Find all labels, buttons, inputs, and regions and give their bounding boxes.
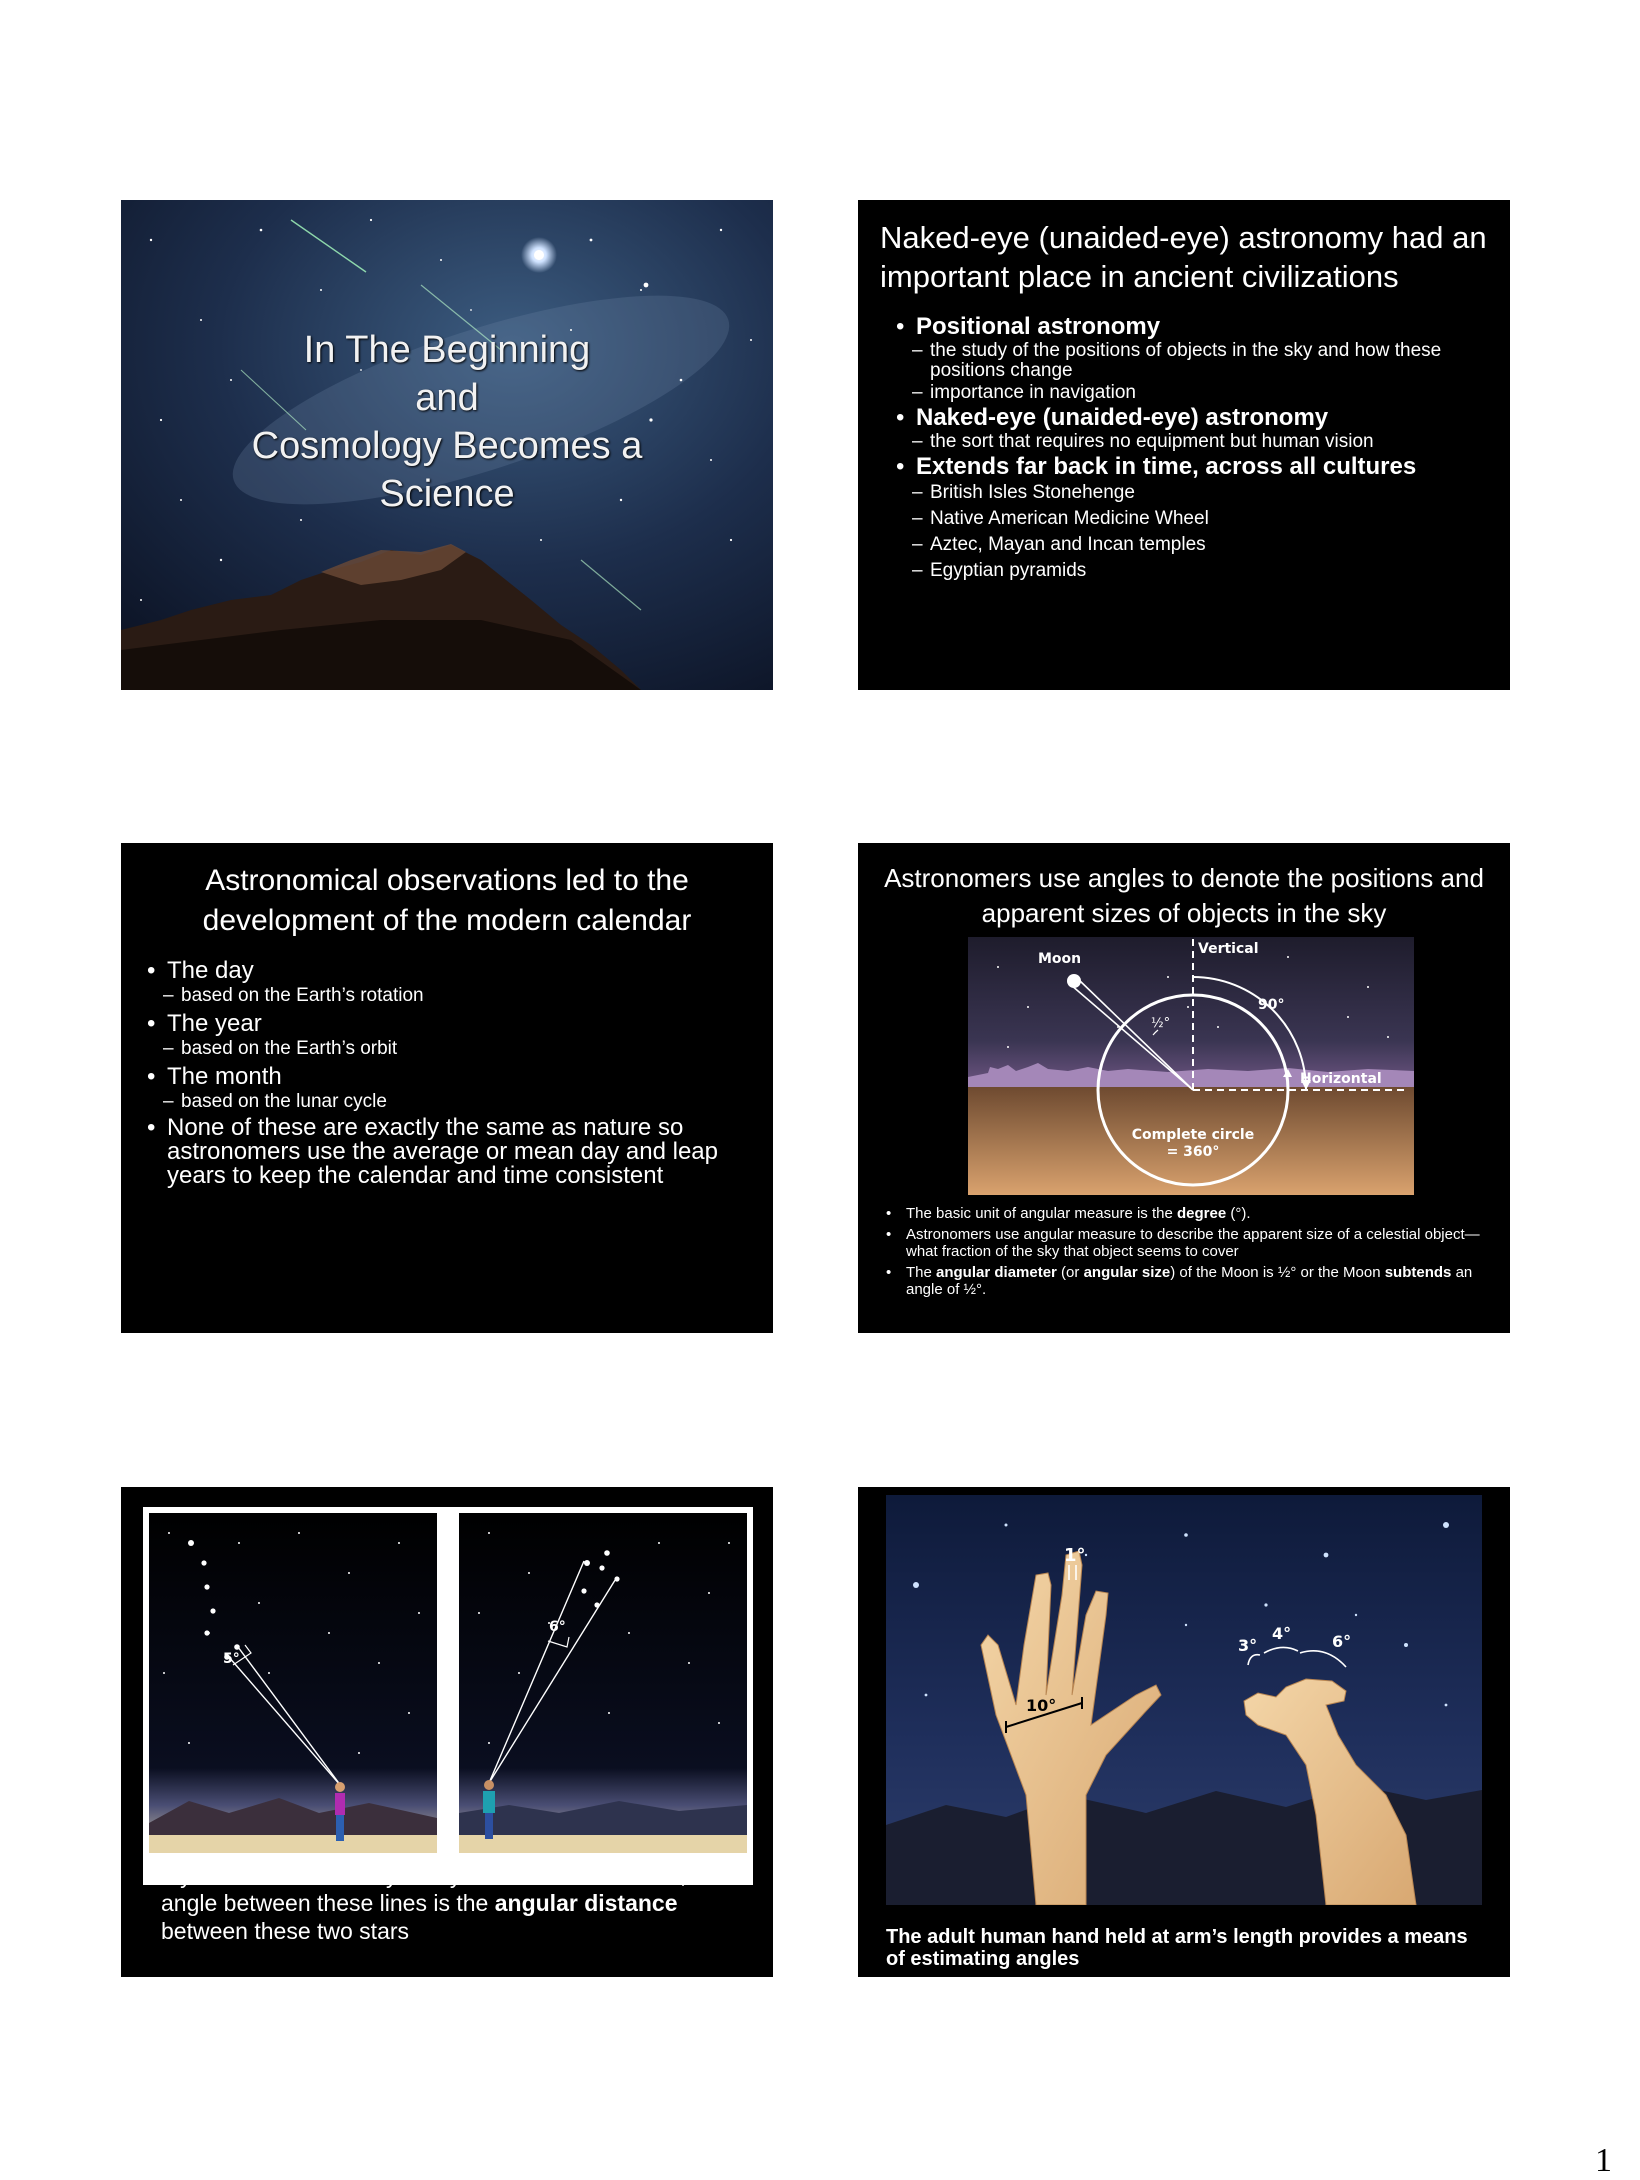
ten-degree-label: 10° [1026, 1696, 1057, 1715]
slide-heading: Naked-eye (unaided-eye) astronomy had an important place in ancient civilizations [880, 220, 1487, 294]
sub-bullet: – Egyptian pyramids [892, 561, 1492, 581]
bullet-item: • Extends far back in time, across all cultures [892, 452, 1492, 481]
three-degree-label: 3° [1238, 1636, 1258, 1655]
moon-label: Moon [1038, 951, 1082, 967]
bullet-list [143, 955, 753, 1188]
sub-bullet: – the sort that requires no equipment but human vision [892, 432, 1492, 452]
four-degree-label: 4° [1272, 1624, 1292, 1643]
notes-list [872, 1205, 1502, 1302]
note-item: • The angular diameter (or angular size) of the Moon is ½° or the Moon subtends an angle of ½°. [872, 1264, 1502, 1298]
bullet-list [892, 312, 1492, 581]
bullet-item: • The day [143, 957, 753, 984]
bullet-item: • Naked-eye (unaided-eye) astronomy [892, 403, 1492, 432]
slide-heading: Astronomers use angles to denote the positions and apparent sizes of objects in the sky [884, 863, 1484, 928]
vertical-label: Vertical [1198, 941, 1259, 957]
bullet-item: • The month [143, 1063, 753, 1090]
slide-title [121, 200, 773, 690]
horizontal-label: Horizontal [1300, 1071, 1382, 1087]
angle-6-label: 6° [549, 1619, 566, 1635]
title-line: Science [379, 473, 515, 515]
circle-degrees-label: = 360° [1166, 1144, 1220, 1160]
circle-label: Complete circle [1131, 1127, 1255, 1143]
slide-angular-distance [121, 1487, 773, 1977]
sub-bullet: – importance in navigation [892, 383, 1492, 403]
sub-bullet: – Native American Medicine Wheel [892, 509, 1492, 529]
angle-diagram [968, 937, 1414, 1195]
bullet-item: • None of these are exactly the same as nature so astronomers use the average or mean day and leap years to keep the calendar and time consistent [143, 1116, 753, 1188]
title-line: and [415, 377, 479, 419]
slide-title-text [121, 326, 773, 518]
left-panel-illustration [149, 1513, 437, 1853]
title-line: In The Beginning [303, 329, 591, 371]
right-angle-label: 90° [1258, 997, 1285, 1013]
sub-bullet: – based on the lunar cycle [143, 1090, 753, 1114]
half-degree-label: ½° [1151, 1016, 1171, 1031]
six-degree-label: 6° [1332, 1632, 1352, 1651]
hand-measure-illustration [886, 1495, 1482, 1905]
slide-heading: Astronomical observations led to the development of the modern calendar [202, 864, 692, 937]
angle-5-label: 5° [223, 1651, 240, 1667]
slide-modern-calendar [121, 843, 773, 1333]
title-line: Cosmology Becomes a [251, 425, 643, 467]
slide-caption: The adult human hand held at arm’s length provides a means of estimating angles [886, 1926, 1468, 1970]
illustration-frame [143, 1507, 753, 1885]
sub-bullet: – based on the Earth’s rotation [143, 984, 753, 1008]
sub-bullet: – British Isles Stonehenge [892, 483, 1492, 503]
slide-naked-eye-astronomy [858, 200, 1510, 690]
slide-angles [858, 843, 1510, 1333]
bullet-item: • Positional astronomy [892, 312, 1492, 341]
sub-bullet: – the study of the positions of objects in the sky and how these positions change [892, 341, 1492, 381]
sub-bullet: – based on the Earth’s orbit [143, 1037, 753, 1061]
page-number: 1 [1595, 2142, 1612, 2179]
sub-bullet: – Aztec, Mayan and Incan temples [892, 535, 1492, 555]
slide-hand-angles [858, 1487, 1510, 1977]
note-item: • The basic unit of angular measure is the degree (°). [872, 1205, 1502, 1222]
one-degree-label: 1° [1064, 1545, 1086, 1566]
note-item: • Astronomers use angular measure to describe the apparent size of a celestial object—what fraction of the sky that object seems to cover [872, 1226, 1502, 1260]
bullet-item: • The year [143, 1010, 753, 1037]
slide-caption: If you draw lines from your eye to each of two stars, the angle between these lines is the angular distance between these two stars [161, 1862, 725, 1944]
right-panel-illustration [459, 1513, 747, 1853]
